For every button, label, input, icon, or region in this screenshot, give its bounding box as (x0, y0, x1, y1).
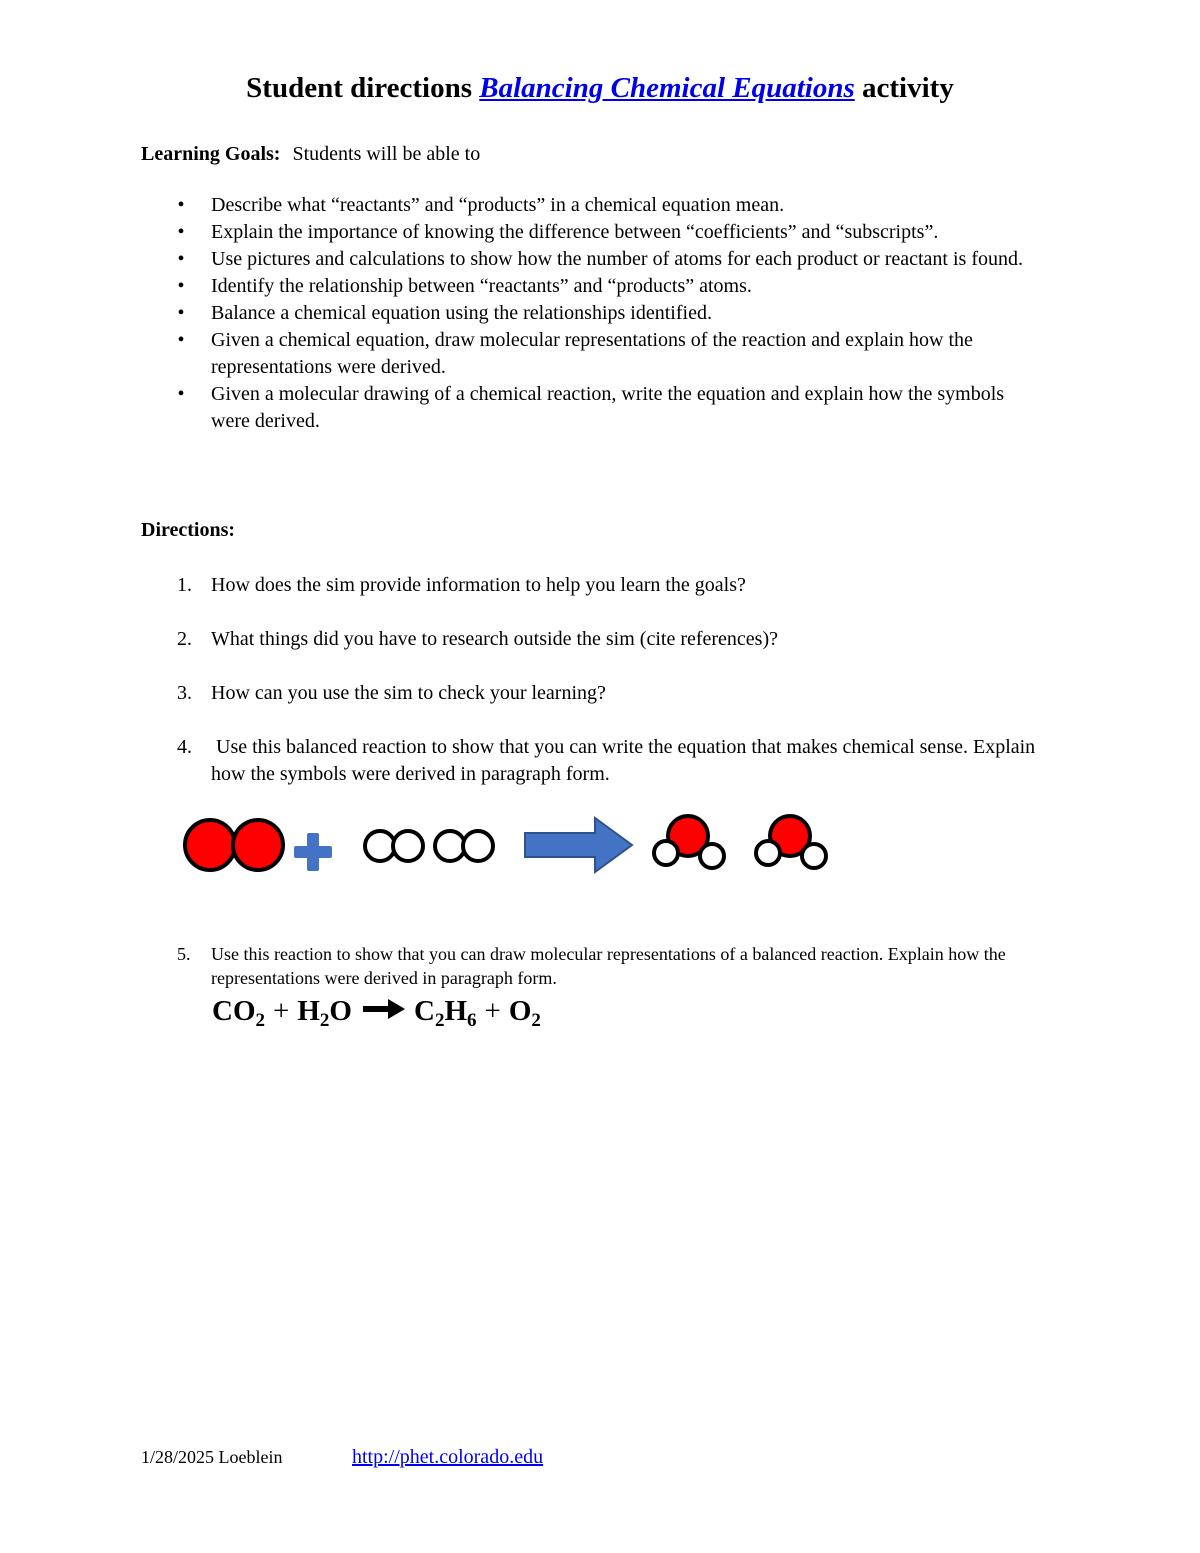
bullet-icon: • (177, 329, 185, 351)
list-item: • Describe what “reactants” and “products” in a chemical equation mean. (141, 192, 1041, 219)
learning-goals-text: Students will be able to (292, 143, 481, 165)
title-sim-link[interactable]: Balancing Chemical Equations (479, 72, 855, 104)
plus-sign: + (273, 995, 290, 1027)
step-number: 4. (177, 736, 192, 758)
step-text: What things did you have to research outside the sim (cite references)? (211, 628, 779, 650)
bullet-icon: • (177, 302, 185, 324)
reactant-h2o: $H_2O$ (297, 995, 352, 1031)
list-item: • Identify the relationship between “reactants” and “products” atoms. (141, 273, 1041, 300)
list-item: • Use pictures and calculations to show how the number of atoms for each product or reactant is found. (141, 246, 1041, 273)
step-text: Use this reaction to show that you can draw molecular representations of a balanced reaction. Explain how the representations were derived in paragraph form. (211, 944, 1006, 988)
title-suffix: activity (862, 72, 954, 104)
reaction-arrow-icon (525, 818, 632, 872)
h2-molecule-icon (435, 831, 493, 861)
plus-icon (294, 833, 332, 871)
step-number: 2. (177, 628, 192, 650)
step-number: 1. (177, 574, 192, 596)
product-o2: $O_2$ (508, 995, 541, 1031)
bullet-icon: • (177, 221, 185, 243)
title-prefix: Student directions (246, 72, 473, 104)
bullet-icon: • (177, 194, 185, 216)
step-number: 3. (177, 682, 192, 704)
learning-goals-label: Learning Goals: (141, 143, 281, 165)
plus-sign: + (484, 995, 501, 1027)
direction-step-2 (141, 626, 1061, 653)
water-molecule-icon (654, 816, 724, 868)
equation-arrow-icon (362, 995, 406, 1028)
list-item: • Balance a chemical equation using the relationships identified. (141, 300, 1041, 327)
list-item: • Explain the importance of knowing the difference between “coefficients” and “subscripts”. (141, 219, 1041, 246)
page-title (0, 72, 1200, 105)
water-molecule-icon (756, 816, 826, 868)
bullet-icon: • (177, 275, 185, 297)
list-item: • Given a molecular drawing of a chemical reaction, write the equation and explain how the symbols were derived. (141, 381, 1041, 435)
reactant-co2: $CO_2$ (212, 995, 265, 1031)
directions-heading: Directions: (141, 519, 236, 541)
h2-molecule-icon (365, 831, 423, 861)
direction-step-4 (141, 734, 1061, 788)
bullet-icon: • (177, 383, 185, 405)
direction-step-5 (141, 942, 1091, 990)
step-number: 5. (177, 944, 191, 964)
footer-phet-link[interactable]: http://phet.colorado.edu (352, 1446, 544, 1468)
direction-step-3 (141, 680, 1061, 707)
bullet-icon: • (177, 248, 185, 270)
product-c2h6: $C_2H_6$ (413, 995, 477, 1031)
reaction-diagram (180, 812, 840, 882)
direction-step-1 (141, 572, 1061, 599)
step-text: How can you use the sim to check your learning? (211, 682, 606, 704)
list-item: • Given a chemical equation, draw molecular representations of the reaction and explain how the representations were derived. (141, 327, 1041, 381)
learning-goals-list (141, 192, 1041, 435)
o2-molecule-icon (185, 820, 283, 870)
step-text: Use this balanced reaction to show that you can write the equation that makes chemical sense. Explain how the symbols were derived in paragraph form. (211, 736, 1041, 785)
step-text: How does the sim provide information to help you learn the goals? (211, 574, 746, 596)
directions-list (141, 572, 1061, 815)
learning-goals-intro (141, 143, 480, 166)
footer-date-author: 1/28/2025 Loeblein (141, 1447, 283, 1467)
chemical-equation (212, 995, 541, 1032)
